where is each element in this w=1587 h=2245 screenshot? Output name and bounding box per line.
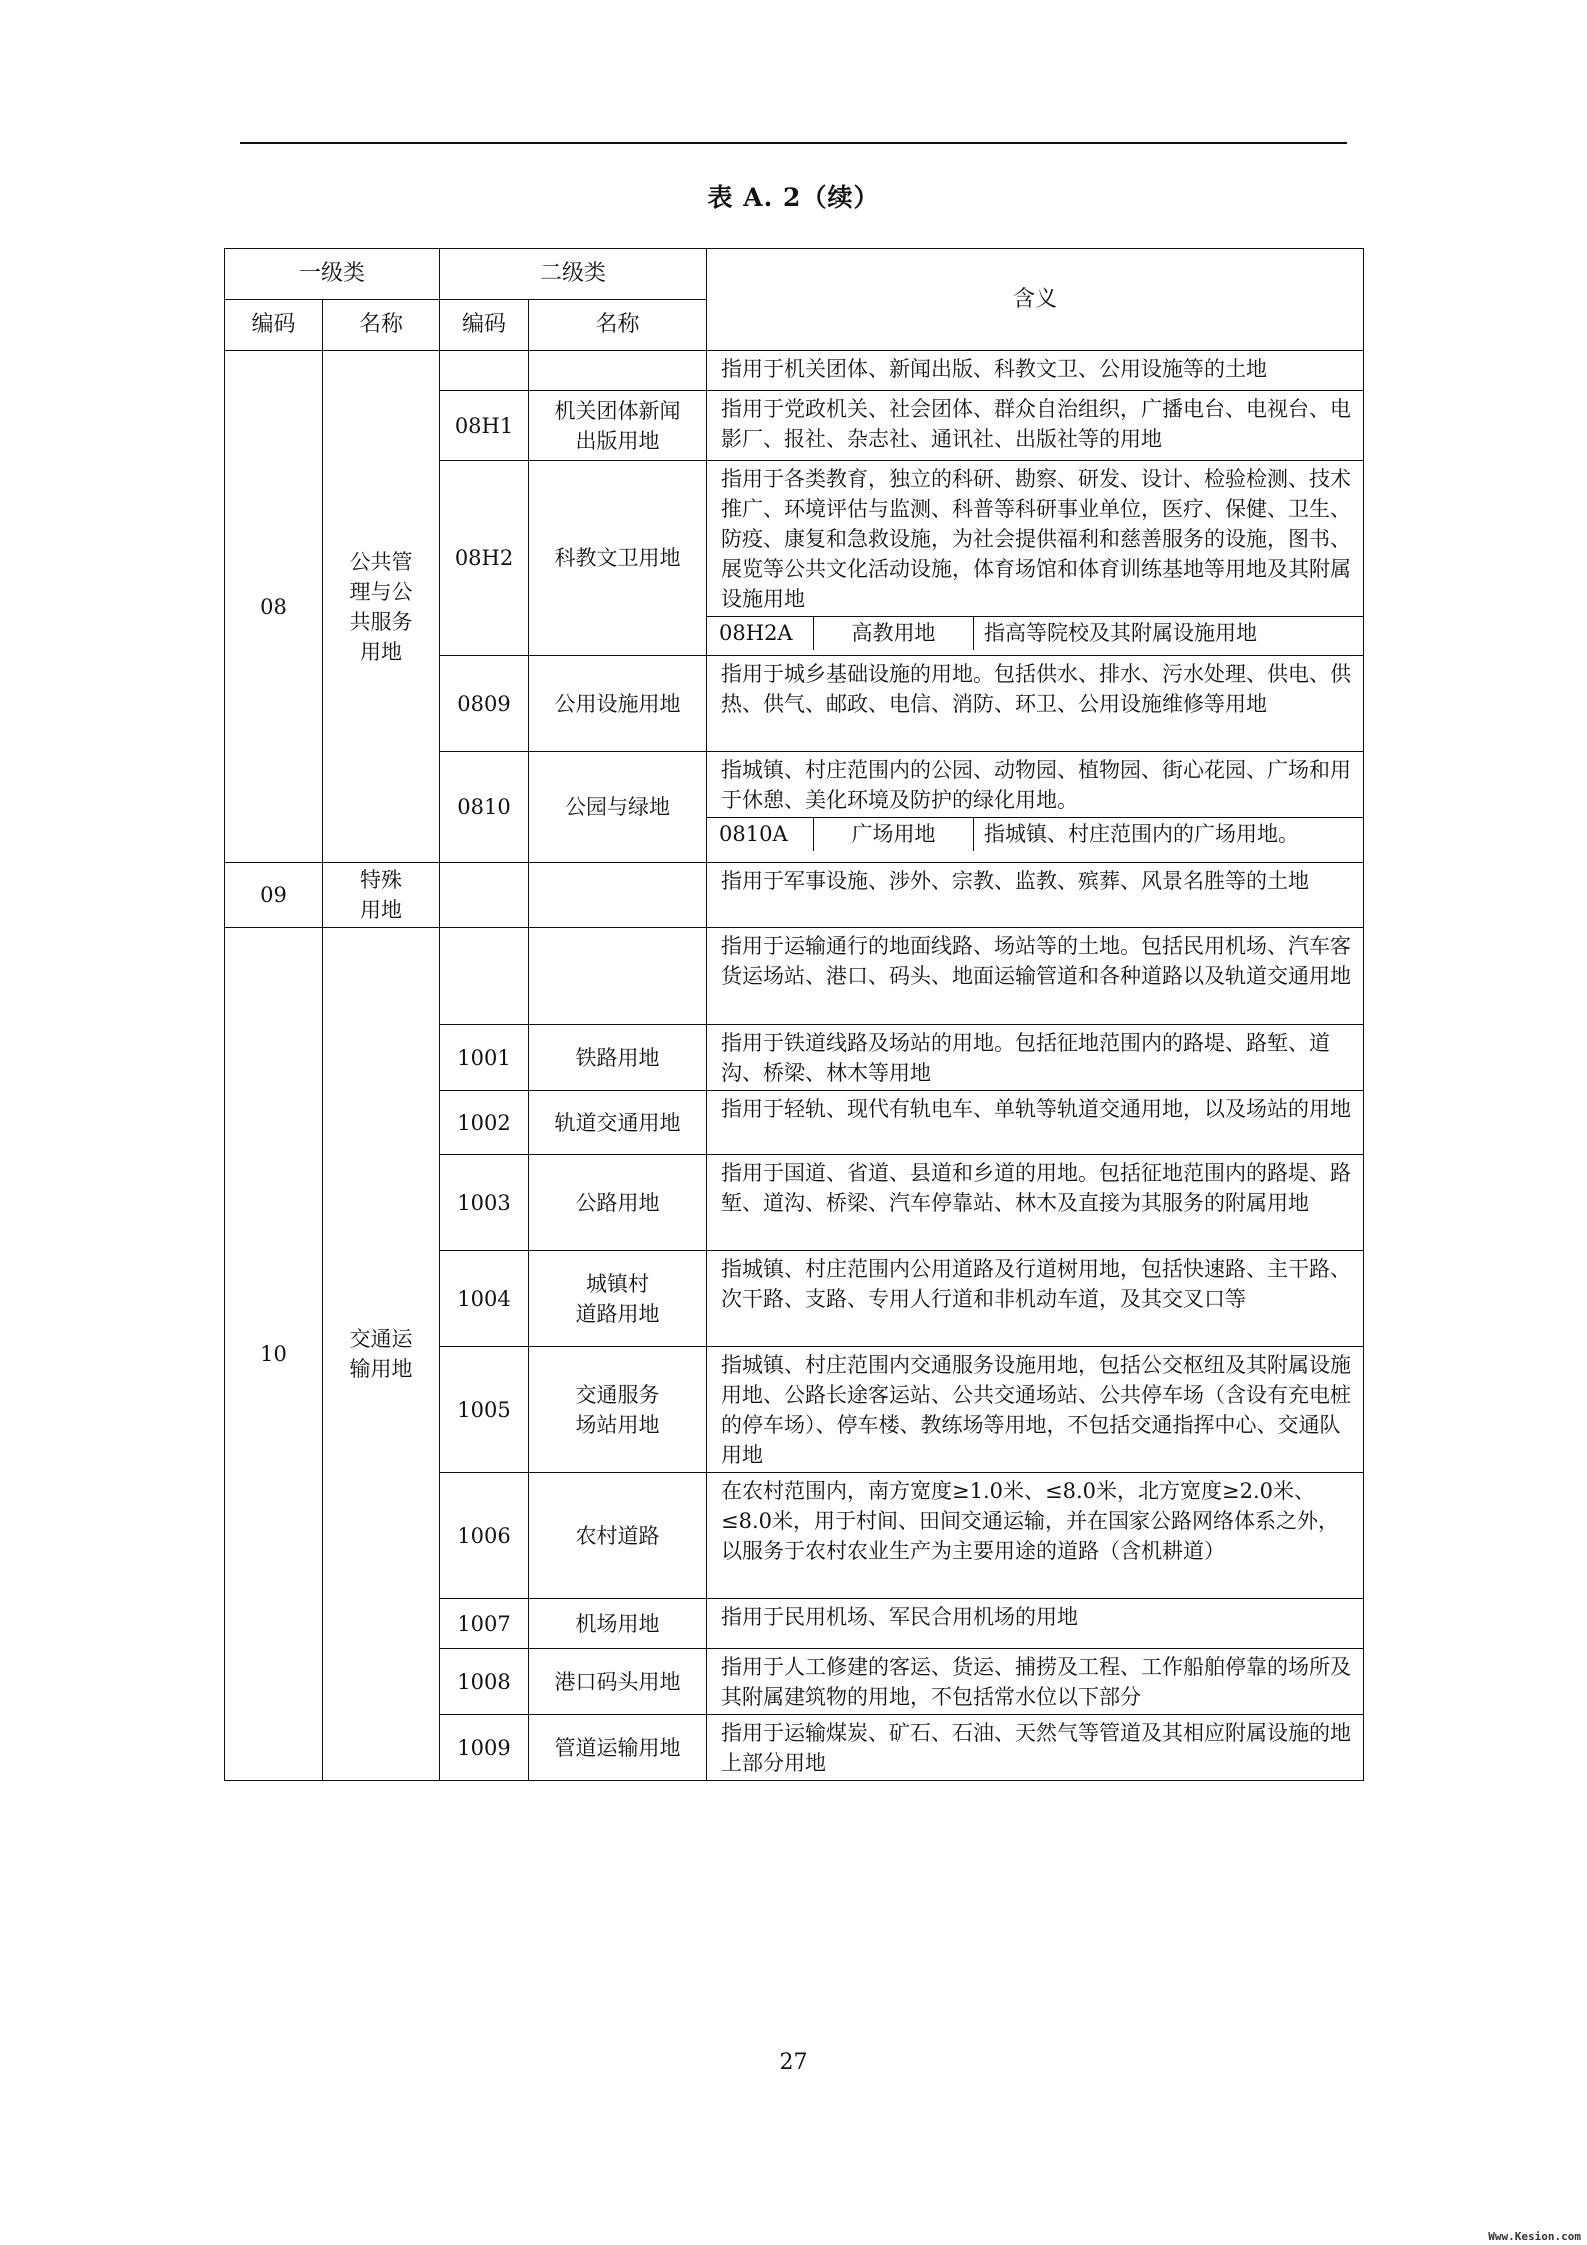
- class-name: 轨道交通用地: [529, 1091, 707, 1155]
- header-meaning: 含义: [707, 249, 1364, 351]
- class-code: 1001: [440, 1025, 529, 1091]
- class-description: 指用于党政机关、社会团体、群众自治组织，广播电台、电视台、电影厂、报社、杂志社、通讯社、出版社等的用地: [707, 391, 1364, 461]
- group-description: 指用于机关团体、新闻出版、科教文卫、公用设施等的土地: [707, 351, 1364, 391]
- empty-code-cell: [440, 863, 529, 928]
- subclass-description: 指城镇、村庄范围内的广场用地。: [984, 822, 1300, 846]
- top-rule: [240, 142, 1347, 144]
- class-code: 1008: [440, 1649, 529, 1715]
- class-code: 1006: [440, 1473, 529, 1599]
- header-level2-code: 编码: [440, 300, 529, 351]
- header-level1-code: 编码: [225, 300, 323, 351]
- table-row: [225, 863, 1364, 928]
- class-name: 机场用地: [529, 1599, 707, 1649]
- class-name: 港口码头用地: [529, 1649, 707, 1715]
- class-description: 指用于城乡基础设施的用地。包括供水、排水、污水处理、供电、供热、供气、邮政、电信、消防、环卫、公用设施维修等用地: [707, 656, 1364, 752]
- subclass-name: 广场用地: [814, 818, 974, 851]
- empty-name-cell: [529, 928, 707, 1025]
- class-description: 指用于轻轨、现代有轨电车、单轨等轨道交通用地，以及场站的用地: [707, 1091, 1364, 1155]
- site-watermark: Www.Kesion.com: [1488, 2230, 1581, 2243]
- table-caption: 表 A. 2（续）: [707, 183, 880, 212]
- class-code: 1004: [440, 1251, 529, 1347]
- class-code: 0810: [440, 752, 529, 863]
- class-description: 指用于各类教育，独立的科研、勘察、研发、设计、检验检测、技术推广、环境评估与监测、科普等科研事业单位，医疗、保健、卫生、防疫、康复和急救设施，为社会提供福利和慈善服务的设施，图书、展览等公共文化活动设施，体育场馆和体育训练基地等用地及其附属设施用地: [721, 467, 1352, 611]
- class-name: 管道运输用地: [529, 1715, 707, 1781]
- class-code: 1005: [440, 1347, 529, 1473]
- class-description: 指用于铁道线路及场站的用地。包括征地范围内的路堤、路堑、道沟、桥梁、林木等用地: [707, 1025, 1364, 1091]
- subclass-description: 指高等院校及其附属设施用地: [984, 621, 1258, 645]
- empty-name-cell: [529, 351, 707, 391]
- class-code: 08H2: [440, 461, 529, 656]
- header-level2-name: 名称: [529, 300, 707, 351]
- class-code: 1009: [440, 1715, 529, 1781]
- group-description: 指用于军事设施、涉外、宗教、监教、殡葬、风景名胜等的土地: [707, 863, 1364, 928]
- header-level2: 二级类: [440, 249, 707, 300]
- class-name: 科教文卫用地: [529, 461, 707, 656]
- class-name: 交通服务 场站用地: [529, 1347, 707, 1473]
- class-description: 指城镇、村庄范围内交通服务设施用地，包括公交枢纽及其附属设施用地、公路长途客运站、公共交通场站、公共停车场（含设有充电桩的停车场）、停车楼、教练场等用地，不包括交通指挥中心、交通队用地: [707, 1347, 1364, 1473]
- class-description: 指用于运输煤炭、矿石、石油、天然气等管道及其相应附属设施的地上部分用地: [707, 1715, 1364, 1781]
- class-description: 指用于民用机场、军民合用机场的用地: [707, 1599, 1364, 1649]
- group-code: 08: [225, 351, 323, 863]
- class-name: 公路用地: [529, 1155, 707, 1251]
- class-code: 1003: [440, 1155, 529, 1251]
- class-name: 机关团体新闻 出版用地: [529, 391, 707, 461]
- class-code: 1007: [440, 1599, 529, 1649]
- class-code: 0809: [440, 656, 529, 752]
- group-code: 10: [225, 928, 323, 1781]
- class-name: 铁路用地: [529, 1025, 707, 1091]
- class-code: 08H1: [440, 391, 529, 461]
- class-description: 指用于国道、省道、县道和乡道的用地。包括征地范围内的路堤、路堑、道沟、桥梁、汽车停靠站、林木及直接为其服务的附属用地: [707, 1155, 1364, 1251]
- class-name: 农村道路: [529, 1473, 707, 1599]
- empty-code-cell: [440, 928, 529, 1025]
- class-description: 在农村范围内，南方宽度≥1.0米、≤8.0米，北方宽度≥2.0米、≤8.0米，用于村间、田间交通运输，并在国家公路网络体系之外，以服务于农村农业生产为主要用途的道路（含机耕道）: [707, 1473, 1364, 1599]
- land-use-classification-table: [224, 248, 1364, 1781]
- table-row: [225, 351, 1364, 391]
- class-description: 指用于人工修建的客运、货运、捕捞及工程、工作船舶停靠的场所及其附属建筑物的用地，不包括常水位以下部分: [707, 1649, 1364, 1715]
- subclass-row: [707, 817, 1363, 851]
- group-name: 公共管 理与公 共服务 用地: [323, 351, 440, 863]
- group-name: 交通运 输用地: [323, 928, 440, 1781]
- class-name: 公用设施用地: [529, 656, 707, 752]
- class-description: 指城镇、村庄范围内的公园、动物园、植物园、街心花园、广场和用于休憩、美化环境及防护的绿化用地。: [721, 758, 1352, 812]
- class-description: 指城镇、村庄范围内公用道路及行道树用地，包括快速路、主干路、次干路、支路、专用人行道和非机动车道，及其交叉口等: [707, 1251, 1364, 1347]
- class-name: 公园与绿地: [529, 752, 707, 863]
- subclass-row: [707, 616, 1363, 650]
- subclass-code: 08H2A: [707, 617, 814, 650]
- group-code: 09: [225, 863, 323, 928]
- group-description: 指用于运输通行的地面线路、场站等的土地。包括民用机场、汽车客货运场站、港口、码头、地面运输管道和各种道路以及轨道交通用地: [707, 928, 1364, 1025]
- header-level1: 一级类: [225, 249, 440, 300]
- subclass-code: 0810A: [707, 818, 814, 851]
- subclass-name: 高教用地: [814, 617, 974, 650]
- class-code: 1002: [440, 1091, 529, 1155]
- header-level1-name: 名称: [323, 300, 440, 351]
- table-row: [225, 928, 1364, 1025]
- empty-code-cell: [440, 351, 529, 391]
- empty-name-cell: [529, 863, 707, 928]
- page-number: 27: [779, 2050, 808, 2075]
- class-name: 城镇村 道路用地: [529, 1251, 707, 1347]
- group-name: 特殊 用地: [323, 863, 440, 928]
